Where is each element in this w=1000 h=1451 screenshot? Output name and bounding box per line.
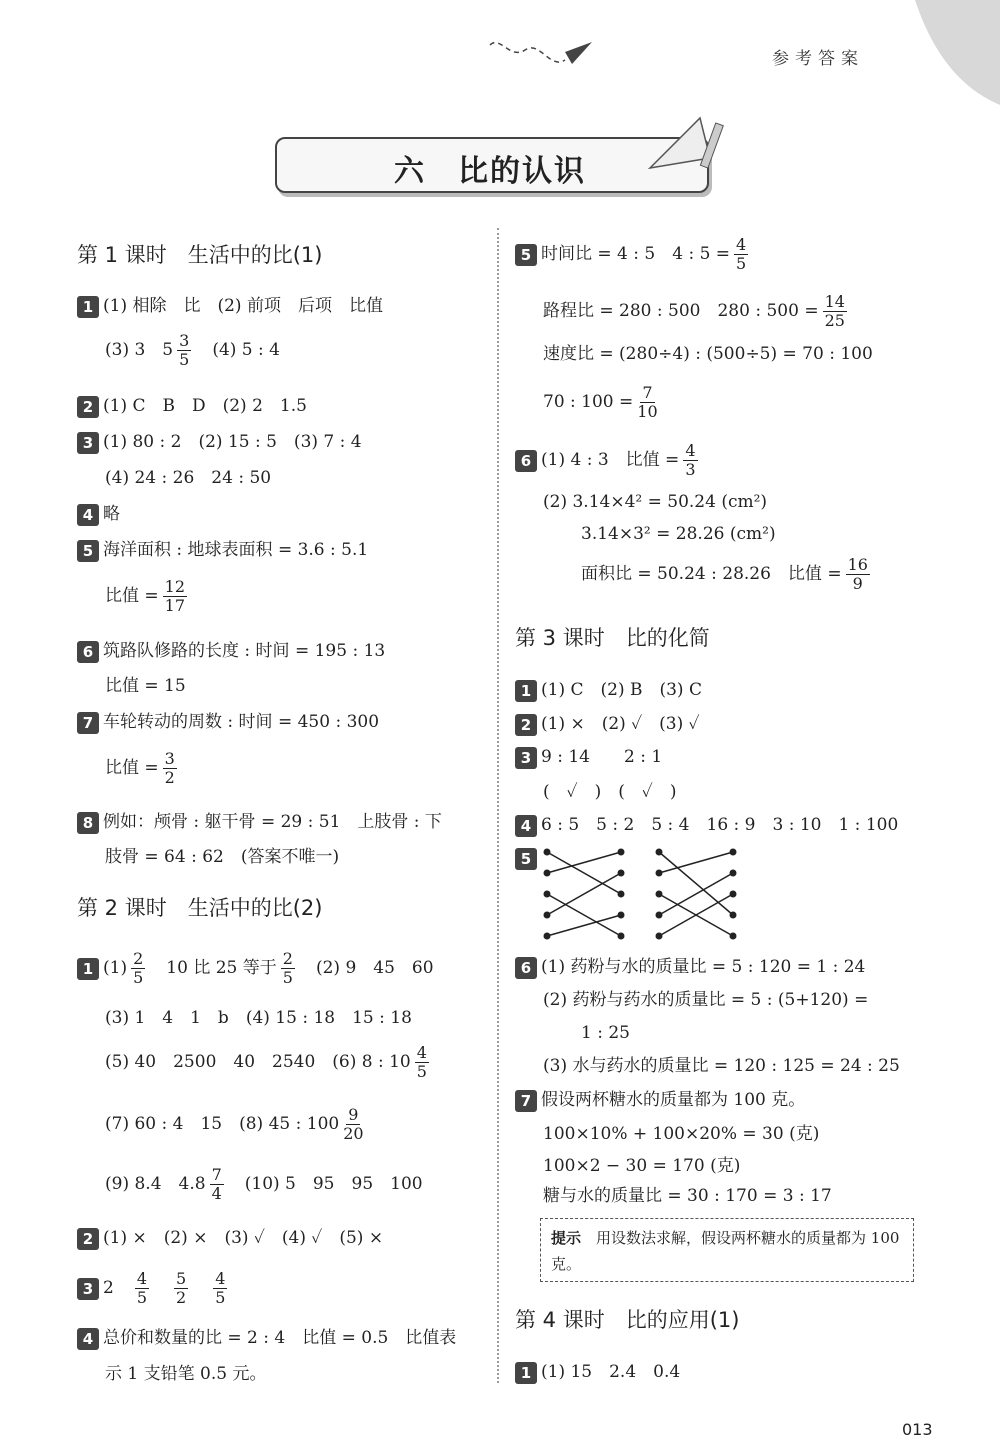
fraction: $\frac{2}{5}$ (282, 949, 293, 987)
number-badge: 7 (515, 1090, 537, 1112)
number-badge: 1 (77, 958, 99, 980)
number-badge: 5 (515, 848, 537, 870)
fraction: $\frac{4}{5}$ (416, 1043, 427, 1081)
s5-line-3: 速度比 = (280÷4) : (500÷5) = 70 : 100 (543, 344, 873, 364)
fraction: $\frac{3}{5}$ (179, 331, 190, 369)
fraction: $\frac{4}{5}$ (136, 1269, 148, 1307)
q5-line-1: 5 海洋面积 : 地球表面积 = 3.6 : 5.1 (77, 538, 368, 562)
q3-line-2: (4) 24 : 26 24 : 50 (105, 468, 272, 488)
q7-line-1: 7 车轮转动的周数 : 时间 = 450 : 300 (77, 710, 379, 734)
hint-box (540, 1218, 914, 1282)
q3-line-1: 3 (1) 80 : 2 (2) 15 : 5 (3) 7 : 4 (77, 430, 362, 454)
t6-line-1: 6 (1) 药粉与水的质量比 = 5 : 120 = 1 : 24 (515, 955, 865, 979)
t7-line-1: 7 假设两杯糖水的质量都为 100 克。 (515, 1088, 805, 1112)
hint-label: 提示 (551, 1229, 582, 1247)
fraction: $\frac{14}{25}$ (824, 292, 845, 330)
fraction: $\frac{4}{5}$ (215, 1269, 226, 1307)
t3-line-1: 3 9 : 14 2 : 1 (515, 745, 662, 769)
r1-line-2: (3) 1 4 1 b (4) 15 : 18 15 : 18 (105, 1008, 412, 1028)
lesson-3-title: 第 3 课时 比的化简 (515, 626, 710, 650)
fraction: $\frac{4}{5}$ (736, 235, 747, 273)
number-badge: 1 (515, 1362, 537, 1384)
ruler-icon (640, 113, 730, 178)
fraction: $\frac{2}{5}$ (133, 949, 144, 987)
number-badge: 6 (515, 957, 537, 979)
q1-line-1: 1 (1) 相除 比 (2) 前项 后项 比值 (77, 294, 383, 318)
t7-line-4: 糖与水的质量比 = 30 : 170 = 3 : 17 (543, 1186, 832, 1206)
page-number: 013 (902, 1420, 933, 1439)
u1-line: 1 (1) 15 2.4 0.4 (515, 1360, 680, 1384)
s5-line-2: 路程比 = 280 : 500 280 : 500 = $\frac{14}{25}$ (543, 292, 845, 330)
r4-line-1: 4 总价和数量的比 = 2 : 4 比值 = 0.5 比值表 (77, 1326, 456, 1350)
r1-line-5: (9) 8.4 4.8 $\frac{7}{4}$ (10) 5 95 95 100 (105, 1165, 423, 1203)
fraction: $\frac{3}{2}$ (164, 749, 175, 787)
t2-line: 2 (1) × (2) ✓ (3) ✓ (515, 712, 700, 736)
lesson-2-title: 第 2 课时 生活中的比(2) (77, 896, 323, 920)
number-badge: 2 (77, 396, 99, 418)
t5-line (515, 846, 541, 870)
t7-line-2: 100×10% + 100×20% = 30 (克) (543, 1124, 820, 1144)
r1-line-1: 1 (1) $\frac{2}{5}$ 10 比 25 等于 $\frac{2}{5}$ (2) 9 45 60 (77, 950, 434, 987)
q5-line-2: 比值 = $\frac{12}{17}$ (105, 577, 186, 615)
number-badge: 4 (77, 1328, 99, 1350)
t6-line-4: (3) 水与药水的质量比 = 120 : 125 = 24 : 25 (543, 1056, 900, 1076)
r1-line-4: (7) 60 : 4 15 (8) 45 : 100 $\frac{9}{20}$ (105, 1105, 364, 1143)
s5-line-1: 5 时间比 = 4 : 5 4 : 5 = $\frac{4}{5}$ (515, 236, 752, 273)
t1-line: 1 (1) C (2) B (3) C (515, 678, 702, 702)
lesson-1-title: 第 1 课时 生活中的比(1) (77, 243, 323, 267)
number-badge: 5 (515, 244, 537, 266)
paper-plane-decoration (480, 30, 600, 75)
fraction: $\frac{4}{3}$ (685, 441, 696, 479)
number-badge: 1 (77, 296, 99, 318)
q7-line-2: 比值 = $\frac{3}{2}$ (105, 749, 175, 787)
fraction: $\frac{9}{20}$ (343, 1105, 364, 1143)
t3-line-2: ( ✓ ) ( ✓ ) (543, 782, 677, 802)
q8-line-2: 肢骨 = 64 : 62 (答案不唯一) (105, 847, 340, 867)
number-badge: 8 (77, 812, 99, 834)
number-badge: 3 (77, 432, 99, 454)
header-label: 参考答案 (772, 49, 864, 69)
number-badge: 6 (515, 450, 537, 472)
fraction: $\frac{16}{9}$ (847, 555, 868, 593)
r2-line: 2 (1) × (2) × (3) ✓ (4) ✓ (5) × (77, 1226, 383, 1250)
number-badge: 6 (77, 641, 99, 663)
number-badge: 2 (77, 1228, 99, 1250)
fraction: $\frac{12}{17}$ (164, 577, 186, 615)
number-badge: 3 (77, 1278, 99, 1300)
s6-line-1: 6 (1) 4 : 3 比值 = $\frac{4}{3}$ (515, 442, 702, 479)
t6-line-2: (2) 药粉与药水的质量比 = 5 : (5+120) = (543, 990, 869, 1010)
s6-line-2: (2) 3.14×4² = 50.24 (cm²) (543, 492, 768, 512)
s6-line-4: 面积比 = 50.24 : 28.26 比值 = $\frac{16}{9}$ (581, 555, 868, 593)
number-badge: 7 (77, 712, 99, 734)
q2-line: 2 (1) C B D (2) 2 1.5 (77, 394, 307, 418)
lesson-4-title: 第 4 课时 比的应用(1) (515, 1308, 740, 1332)
number-badge: 4 (77, 504, 99, 526)
r1-line-3: (5) 40 2500 40 2540 (6) 8 : 10 $\frac{4}{5}$ (105, 1043, 427, 1081)
q6-line-1: 6 筑路队修路的长度 : 时间 = 195 : 13 (77, 639, 385, 663)
column-divider (497, 228, 499, 1383)
q8-line-1: 8 例如：颅骨 : 躯干骨 = 29 : 51 上肢骨 : 下 (77, 810, 442, 834)
fraction: $\frac{5}{2}$ (176, 1269, 187, 1307)
r4-line-2: 示 1 支铅笔 0.5 元。 (105, 1364, 267, 1384)
r3-line: 3 2 $\frac{4}{5}$ $\frac{5}{2}$ $\frac{4}{5}$ (77, 1270, 231, 1307)
fraction: $\frac{7}{4}$ (211, 1165, 222, 1203)
fraction: $\frac{7}{10}$ (637, 383, 658, 421)
matching-diagram (541, 846, 751, 946)
q1-line-2: (3) 3 5 $\frac{3}{5}$ (4) 5 : 4 (105, 331, 280, 369)
s6-line-3: 3.14×3² = 28.26 (cm²) (581, 524, 776, 544)
t4-line: 4 6 : 5 5 : 2 5 : 4 16 : 9 3 : 10 1 : 100 (515, 813, 898, 837)
number-badge: 3 (515, 747, 537, 769)
q4-line: 4 略 (77, 502, 120, 526)
number-badge: 5 (77, 540, 99, 562)
number-badge: 4 (515, 815, 537, 837)
s5-line-4: 70 : 100 = $\frac{7}{10}$ (543, 383, 658, 421)
corner-decoration (875, 0, 1000, 110)
number-badge: 1 (515, 680, 537, 702)
hint-text: 用设数法求解，假设两杯糖水的质量都为 100 克。 (551, 1229, 900, 1273)
number-badge: 2 (515, 714, 537, 736)
t6-line-3: 1 : 25 (581, 1023, 630, 1043)
chapter-title: 六 比的认识 (394, 154, 586, 189)
q6-line-2: 比值 = 15 (105, 676, 186, 696)
t7-line-3: 100×2 − 30 = 170 (克) (543, 1156, 741, 1176)
